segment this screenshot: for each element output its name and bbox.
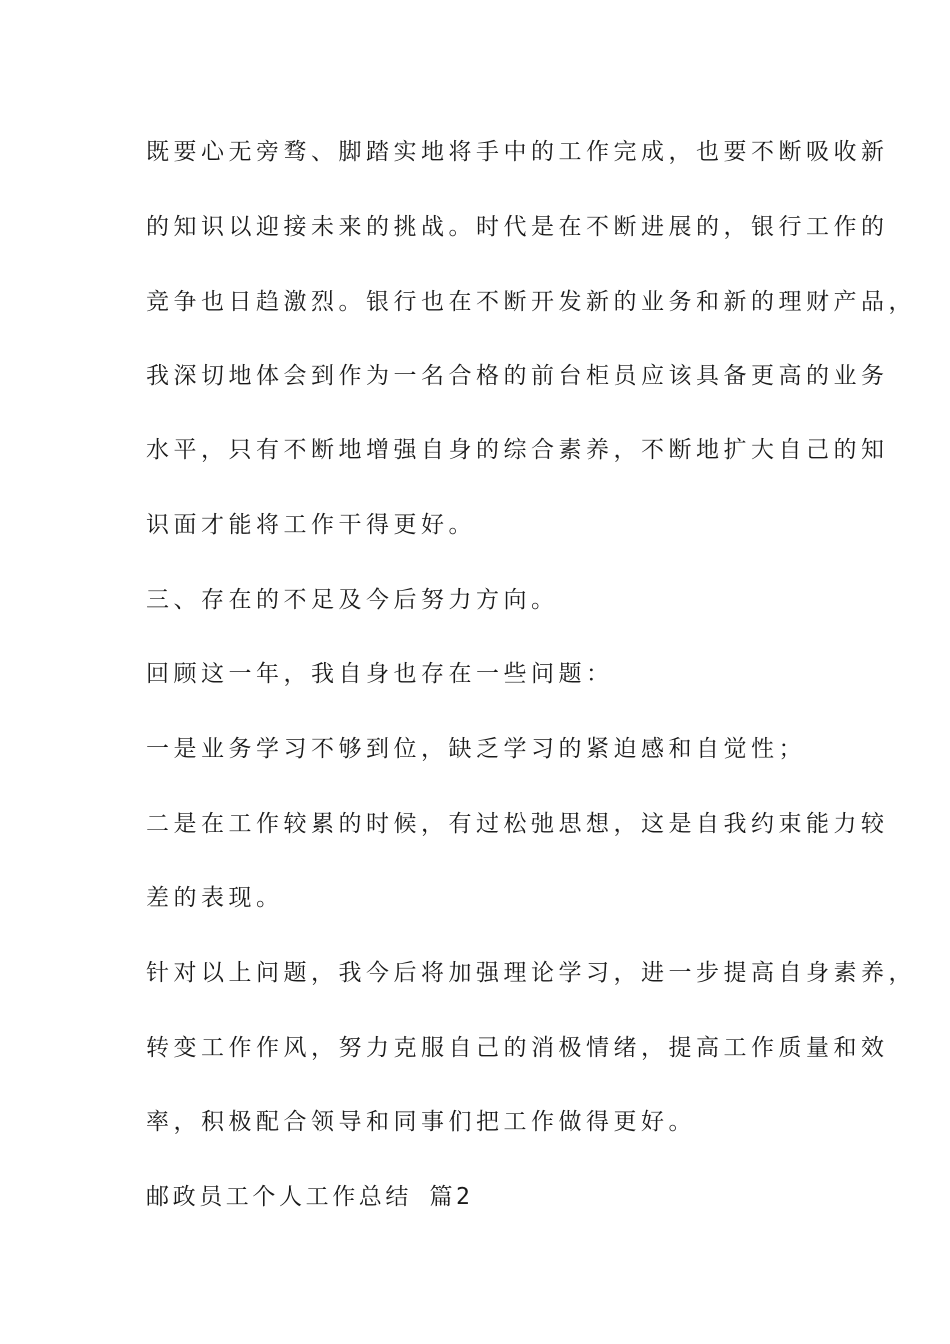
paragraph-line: 回顾这一年，我自身也存在一些问题： xyxy=(146,661,614,687)
paragraph-line: 率，积极配合领导和同事们把工作做得更好。 xyxy=(146,1109,696,1135)
paragraph-line: 水平，只有不断地增强自身的综合素养，不断地扩大自己的知 xyxy=(146,437,889,463)
paragraph-line: 针对以上问题，我今后将加强理论学习，进一步提高自身素养， xyxy=(146,960,916,986)
paragraph-line: 二是在工作较累的时候，有过松弛思想，这是自我约束能力较 xyxy=(146,811,889,837)
paragraph-line: 既要心无旁骛、脚踏实地将手中的工作完成，也要不断吸收新 xyxy=(146,139,889,165)
paragraph-line: 我深切地体会到作为一名合格的前台柜员应该具备更高的业务 xyxy=(146,363,889,389)
paragraph-line: 的知识以迎接未来的挑战。时代是在不断进展的，银行工作的 xyxy=(146,214,889,240)
paragraph-line: 竞争也日趋激烈。银行也在不断开发新的业务和新的理财产品， xyxy=(146,289,916,315)
paragraph-line: 差的表现。 xyxy=(146,885,284,911)
paragraph-line: 一是业务学习不够到位，缺乏学习的紧迫感和自觉性； xyxy=(146,736,806,762)
article-title: 邮政员工个人工作总结 篇2 xyxy=(146,1184,474,1210)
section-heading: 三、存在的不足及今后努力方向。 xyxy=(146,587,559,613)
paragraph-line: 识面才能将工作干得更好。 xyxy=(146,512,476,538)
paragraph-line: 转变工作作风，努力克服自己的消极情绪，提高工作质量和效 xyxy=(146,1035,889,1061)
